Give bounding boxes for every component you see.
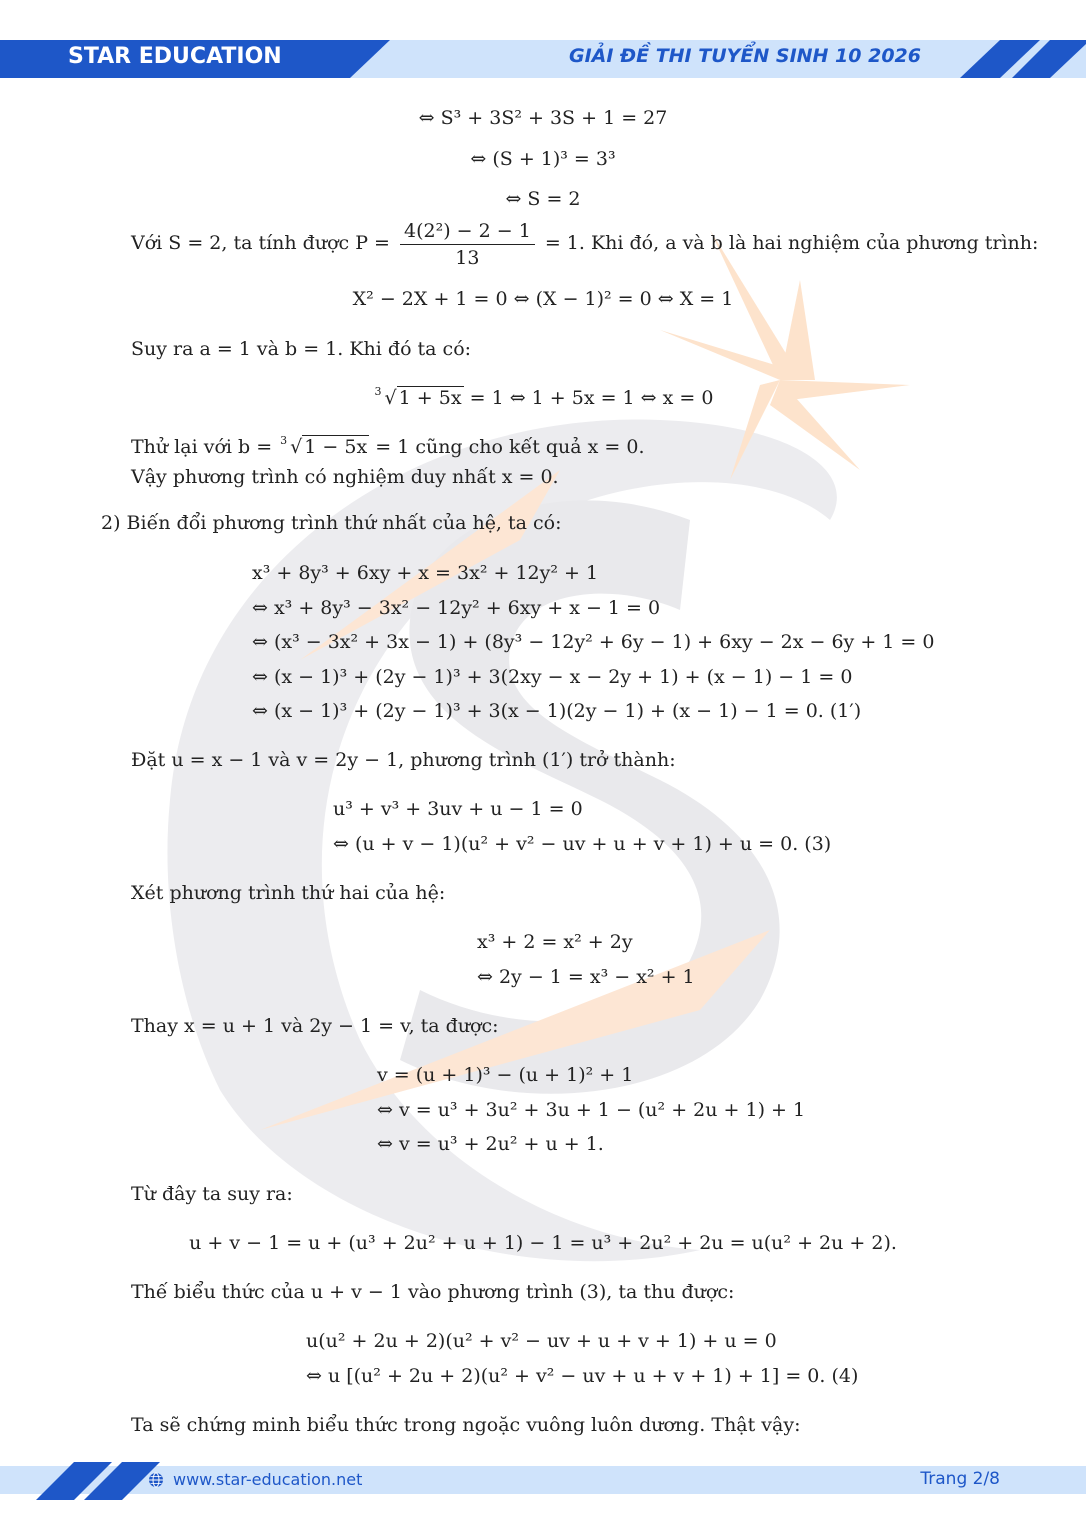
- paragraph: Từ đây ta suy ra:: [131, 1183, 293, 1205]
- equation-line: x³ + 8y³ + 6xy + x = 3x² + 12y² + 1: [252, 562, 599, 584]
- paragraph: [131, 218, 1038, 269]
- equation-line: u + v − 1 = u + (u³ + 2u² + u + 1) − 1 = u³ + 2u² + 2u = u(u² + 2u + 2).: [189, 1232, 897, 1254]
- equation-line: ⇔ v = u³ + 2u² + u + 1.: [377, 1133, 604, 1155]
- equation-line: [0, 386, 1086, 410]
- equation-line: ⇔ S = 2: [505, 188, 581, 210]
- paragraph: Xét phương trình thứ hai của hệ:: [131, 882, 446, 904]
- equation-line: ⇔ (u + v − 1)(u² + v² − uv + u + v + 1) + u = 0. (3): [333, 833, 832, 855]
- fraction: [400, 220, 535, 269]
- text-run: = 1. Khi đó, a và b là hai nghiệm của phương trình:: [544, 232, 1039, 254]
- equation-line: u(u² + 2u + 2)(u² + v² − uv + u + v + 1) + u = 0: [306, 1330, 777, 1352]
- equation-line: ⇔ (x − 1)³ + (2y − 1)³ + 3(x − 1)(2y − 1) + (x − 1) − 1 = 0. (1′): [252, 700, 862, 722]
- paragraph: Đặt u = x − 1 và v = 2y − 1, phương trình (1′) trở thành:: [131, 749, 676, 771]
- website-link[interactable]: www.star-education.net: [173, 1470, 363, 1489]
- root-index: 3: [374, 385, 382, 398]
- equation-line: v = (u + 1)³ − (u + 1)² + 1: [377, 1064, 634, 1086]
- equation-line: ⇔ (S + 1)³ = 3³: [470, 148, 616, 170]
- fraction-numerator: 4(2²) − 2 − 1: [400, 220, 535, 245]
- paragraph: Vậy phương trình có nghiệm duy nhất x = 0.: [131, 466, 559, 488]
- paragraph: Thay x = u + 1 và 2y − 1 = v, ta được:: [131, 1015, 499, 1037]
- equation-line: u³ + v³ + 3uv + u − 1 = 0: [333, 798, 583, 820]
- fraction-denominator: 13: [455, 246, 480, 269]
- header-title: GIẢI ĐỀ THI TUYỂN SINH 10 2026: [568, 45, 921, 67]
- paragraph: Suy ra a = 1 và b = 1. Khi đó ta có:: [131, 338, 472, 360]
- page-number: Trang 2/8: [920, 1469, 1000, 1489]
- text-run: Với S = 2, ta tính được P =: [131, 232, 390, 254]
- text-run: = 1 ⇔ 1 + 5x = 1 ⇔ x = 0: [469, 387, 714, 409]
- text-run: = 1 cũng cho kết quả x = 0.: [375, 436, 645, 458]
- brand-name: STAR EDUCATION: [68, 44, 282, 69]
- equation-line: x³ + 2 = x² + 2y: [477, 931, 633, 953]
- equation-line: ⇔ v = u³ + 3u² + 3u + 1 − (u² + 2u + 1) + 1: [377, 1099, 806, 1121]
- root-index: 3: [280, 434, 288, 447]
- equation-line: ⇔ S³ + 3S² + 3S + 1 = 27: [418, 107, 668, 129]
- radicand: 1 + 5x: [398, 387, 462, 409]
- paragraph: Ta sẽ chứng minh biểu thức trong ngoặc vuông luôn dương. Thật vậy:: [131, 1414, 801, 1436]
- radicand: 1 − 5x: [304, 436, 368, 458]
- paragraph: [131, 435, 644, 459]
- equation-line: X² − 2X + 1 = 0 ⇔ (X − 1)² = 0 ⇔ X = 1: [352, 288, 734, 310]
- equation-line: ⇔ 2y − 1 = x³ − x² + 1: [477, 966, 695, 988]
- equation-line: ⇔ (x³ − 3x² + 3x − 1) + (8y³ − 12y² + 6y − 1) + 6xy − 2x − 6y + 1 = 0: [252, 631, 935, 653]
- equation-line: ⇔ x³ + 8y³ − 3x² − 12y² + 6xy + x − 1 = 0: [252, 597, 661, 619]
- equation-line: ⇔ (x − 1)³ + (2y − 1)³ + 3(2xy − x − 2y + 1) + (x − 1) − 1 = 0: [252, 666, 853, 688]
- equation-line: ⇔ u [(u² + 2u + 2)(u² + v² − uv + u + v + 1) + 1] = 0. (4): [306, 1365, 859, 1387]
- cube-root: 3 √ 1 + 5x: [373, 386, 464, 410]
- cube-root: 3 √ 1 − 5x: [278, 435, 369, 459]
- paragraph: Thế biểu thức của u + v − 1 vào phương trình (3), ta thu được:: [131, 1281, 735, 1303]
- text-run: Thử lại với b =: [131, 436, 273, 458]
- list-item-2: 2) Biến đổi phương trình thứ nhất của hệ, ta có:: [101, 512, 562, 534]
